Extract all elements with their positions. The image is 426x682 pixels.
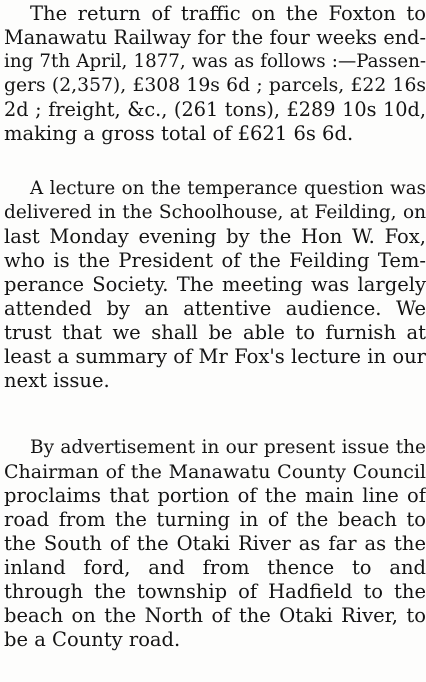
text-line: least a summary of Mr Fox's lecture in our — [4, 345, 426, 368]
text-line: who is the President of the Feilding Tem- — [4, 249, 426, 272]
text-line: through the township of Hadfield to the — [4, 580, 426, 603]
paragraph-county-road — [4, 436, 426, 652]
text-line: delivered in the Schoolhouse, at Feilding, on — [4, 202, 426, 223]
text-line: road from the turning in of the beach to — [4, 508, 426, 531]
text-line: the South of the Otaki River as far as the — [4, 532, 426, 555]
text-line: last Monday evening by the Hon W. Fox, — [4, 225, 426, 248]
text-line: perance Society. The meeting was largely — [4, 273, 426, 296]
text-line: beach on the North of the Otaki River, to — [4, 604, 426, 627]
paragraph-railway-traffic — [4, 2, 426, 146]
paragraph-temperance-lecture — [4, 177, 426, 393]
text-line: making a gross total of £621 6s 6d. — [4, 122, 354, 145]
text-line: Manawatu Railway for the four weeks end- — [4, 26, 426, 49]
text-line: Chairman of the Manawatu County Council — [4, 461, 426, 483]
text-line: inland ford, and from thence to and — [4, 556, 426, 579]
text-line: 2d ; freight, &c., (261 tons), £289 10s 10d, — [4, 98, 426, 121]
text-line: The return of traffic on the Foxton to — [30, 2, 426, 25]
text-line: gers (2,357), £308 19s 6d ; parcels, £22 16s — [4, 75, 426, 96]
text-line: ing 7th April, 1877, was as follows :—Passen- — [4, 51, 426, 72]
text-line: trust that we shall be able to furnish at — [4, 321, 426, 344]
text-line: A lecture on the temperance question was — [30, 178, 426, 199]
text-line: next issue. — [4, 369, 110, 392]
text-line: By advertisement in our present issue the — [30, 437, 426, 458]
text-line: attended by an attentive audience. We — [4, 297, 426, 320]
text-line: be a County road. — [4, 628, 181, 651]
text-line: proclaims that portion of the main line of — [4, 484, 426, 507]
